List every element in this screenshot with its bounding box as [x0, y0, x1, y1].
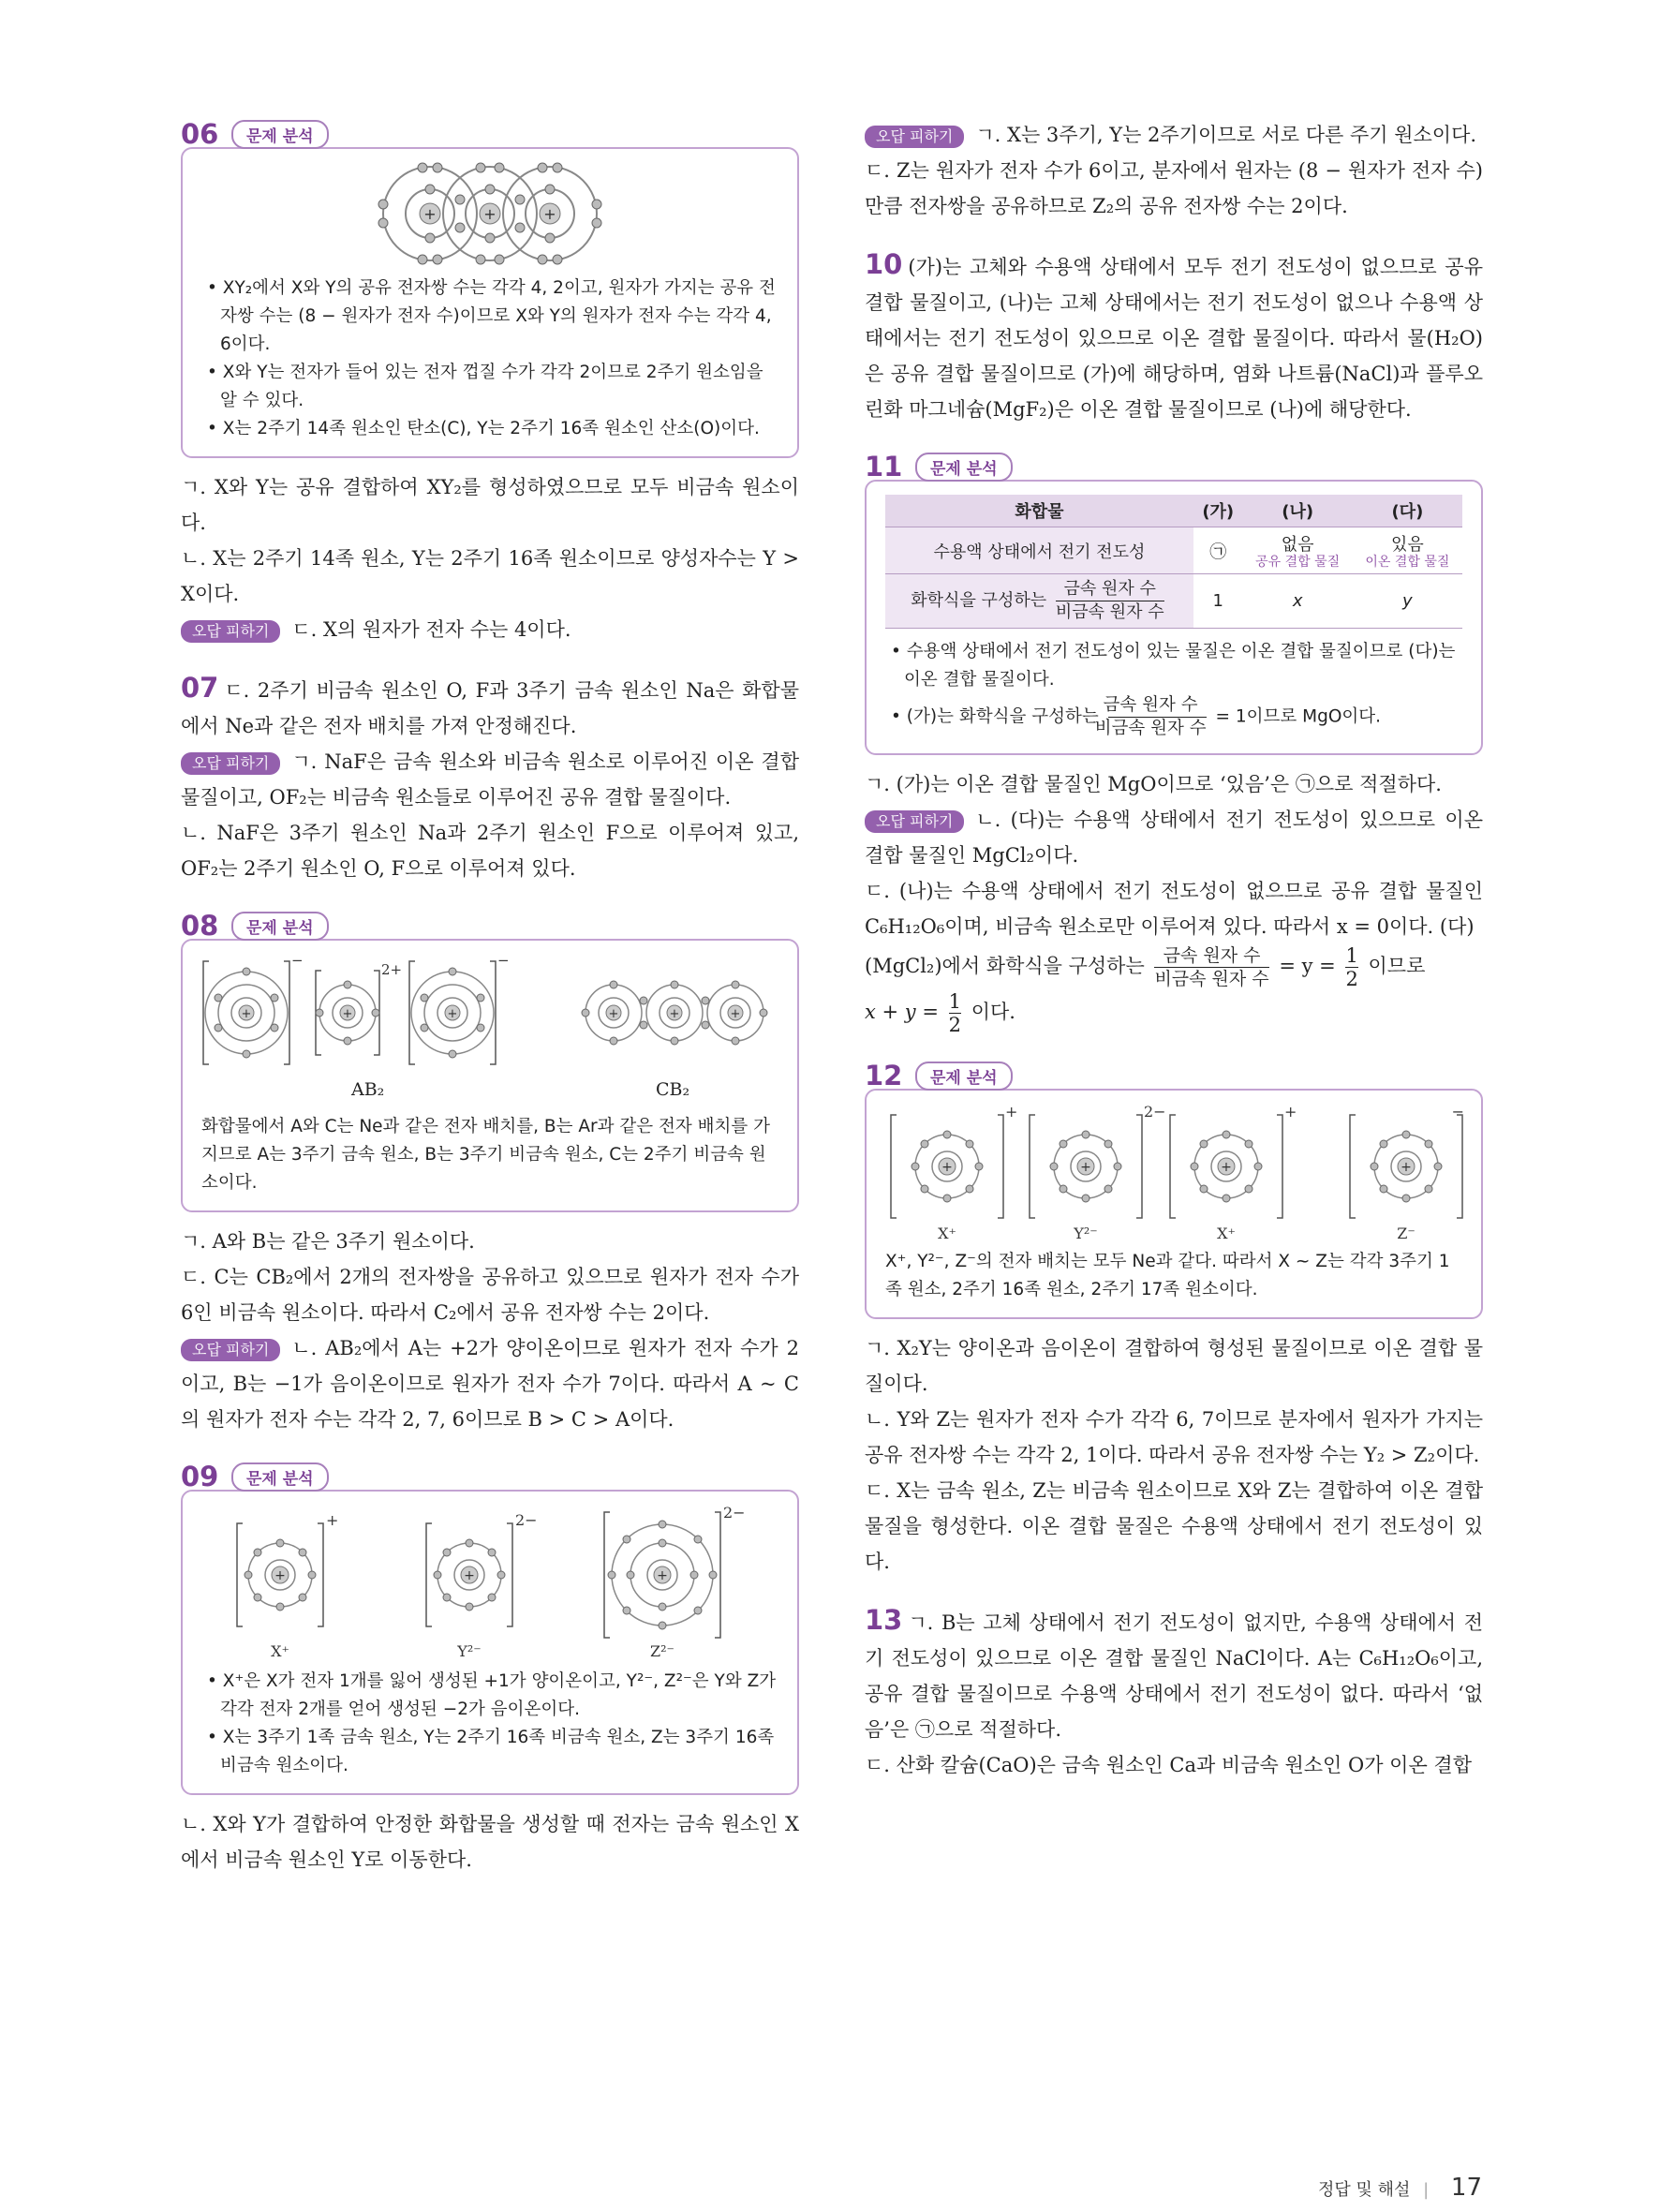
annotation-note: 공유 결합 물질 [1255, 555, 1341, 570]
charge-label: 2− [1144, 1104, 1166, 1121]
ion-label: Z⁻ [1397, 1225, 1415, 1242]
charge-label: 2− [515, 1511, 538, 1529]
question-12 [865, 1059, 1483, 1580]
svg-text:+: + [608, 1007, 619, 1021]
table-cell: y [1353, 574, 1462, 629]
analysis-bullet: • X는 3주기 1족 금속 원소, Y는 2주기 16족 비금속 원소, Z는 3주기 16족 비금속 원소이다. [207, 1728, 775, 1775]
charge-label: + [326, 1511, 339, 1529]
answer-paragraph: ㄱ. (가)는 이온 결합 물질인 MgO이므로 ‘있음’은 ㉠으로 적절하다. [865, 773, 1442, 795]
question-number: 09 [181, 1461, 219, 1492]
charge-label: − [497, 954, 510, 969]
table-header: (다) [1353, 495, 1462, 527]
svg-text:+: + [447, 1007, 458, 1021]
analysis-bullet: • X⁺은 X가 전자 1개를 잃어 생성된 +1가 양이온이고, Y²⁻, Z²⁻은 Y와 Z가 각각 전자 2개를 얻어 생성된 −2가 음이온이다. [207, 1671, 777, 1719]
ion-label: X⁺ [938, 1225, 956, 1242]
analysis-bullet: • 수용액 상태에서 전기 전도성이 있는 물질은 이온 결합 물질이므로 (다)는 이온 결합 물질이다. [891, 642, 1456, 690]
svg-text:+: + [1080, 1160, 1091, 1175]
ion-electron-diagram [885, 1104, 1466, 1244]
avoid-wrong-tag: 오답 피하기 [865, 810, 964, 833]
question-07 [181, 670, 799, 886]
analysis-box [865, 1089, 1483, 1319]
xy2-electron-diagram [340, 162, 640, 265]
answer-paragraph: ㄱ. X₂Y는 양이온과 음이온이 결합하여 형성된 물질이므로 이온 결합 물질이다. [865, 1337, 1483, 1395]
annotation-note: 이온 결합 물질 [1365, 555, 1450, 570]
ion-electron-diagram [201, 1505, 782, 1664]
ion-label: X⁺ [271, 1642, 289, 1660]
analysis-box [181, 1490, 799, 1795]
svg-text:+: + [274, 1568, 286, 1583]
analysis-box [181, 147, 799, 458]
charge-label: + [1284, 1104, 1297, 1121]
question-number: 11 [865, 451, 903, 482]
avoid-wrong-tag: 오답 피하기 [181, 752, 280, 775]
table-cell: 없음 공유 결합 물질 [1243, 527, 1353, 574]
answer-text: ㄴ. AB₂에서 A는 +2가 양이온이므로 원자가 전자 수가 2이고, B는 −1가 음이온이므로 원자가 전자 수가 7이다. 따라서 A ~ C의 원자가 전자 수는 각각 2, 7, 6이므로 B > C > A이다. [181, 1337, 799, 1431]
table-cell: 있음 이온 결합 물질 [1353, 527, 1462, 574]
answer-paragraph: ㄴ. NaF은 3주기 원소인 Na과 2주기 원소인 F으로 이루어져 있고, OF₂는 2주기 원소인 O, F으로 이루어져 있다. [181, 822, 799, 880]
charge-label: − [1451, 1104, 1464, 1121]
question-11 [865, 450, 1483, 1036]
answer-paragraph: ㄴ. X와 Y가 결합하여 안정한 화합물을 생성할 때 전자는 금속 원소인 X에서 비금속 원소인 Y로 이동한다. [181, 1813, 799, 1871]
charge-label: − [291, 954, 304, 969]
answer-text: ㄱ. X는 3주기, Y는 2주기이므로 서로 다른 주기 원소이다. [975, 124, 1477, 146]
ab2-cb2-electron-diagram [201, 954, 782, 1076]
answer-paragraph: ㄴ. Y와 Z는 원자가 전자 수가 각각 6, 7이므로 분자에서 원자가 가지는 공유 전자쌍 수는 각각 2, 1이다. 따라서 공유 전자쌍 수는 Y₂ > Z₂이다. [865, 1408, 1483, 1466]
answer-text: (가)는 고체와 수용액 상태에서 모두 전기 전도성이 없으므로 공유 결합 물질이고, (나)는 고체 상태에서는 전기 전도성이 없으나 수용액 상태에서는 전기 전도성이 있으므로 이온 결합 물질이다. 따라서 물(H₂O)은 공유 결합 물질이므로 (가)에 해당하며, 염화 나트륨(NaCl)과 플루오린화 마그네슘(MgF₂)은 이온 결합 물질이므로 (나)에 해당한다. [865, 256, 1483, 421]
answer-text: ㄷ. X의 원자가 전자 수는 4이다. [291, 618, 571, 641]
table-cell: 1 [1193, 574, 1243, 629]
analysis-text: X⁺, Y²⁻, Z⁻의 전자 배치는 모두 Ne과 같다. 따라서 X ~ Z는 각각 3주기 1족 원소, 2주기 16족 원소, 2주기 17족 원소이다. [885, 1252, 1450, 1299]
question-number: 13 [865, 1604, 903, 1636]
analysis-badge: 문제 분석 [915, 1061, 1013, 1091]
analysis-bullet: • X는 2주기 14족 원소인 탄소(C), Y는 2주기 16족 원소인 산소(O)이다. [207, 419, 760, 438]
answer-paragraph: ㄷ. 산화 칼슘(CaO)은 금속 원소인 Ca과 비금속 원소인 O가 이온 결합 [865, 1754, 1472, 1776]
analysis-badge: 문제 분석 [231, 1462, 329, 1492]
answer-paragraph: ㄷ. (나)는 수용액 상태에서 전기 전도성이 없으므로 공유 결합 물질인 C₆H₁₂O₆이며, 비금속 원소로만 이루어져 있다. 따라서 x = 0이다. (다) [865, 880, 1483, 938]
answer-text: ㄷ. 2주기 비금속 원소인 O, F과 3주기 금속 원소인 Na은 화합물에서 Ne과 같은 전자 배치를 가져 안정해진다. [181, 679, 799, 737]
answer-text: ㄴ. (다)는 수용액 상태에서 전기 전도성이 있으므로 이온 결합 물질인 MgCl₂이다. [865, 809, 1483, 867]
ion-label: X⁺ [1217, 1225, 1236, 1242]
answer-paragraph: (MgCl₂)에서 화학식을 구성하는 $\frac{\text{금속 원자 수}}{\text{비금속 원자 수}}$ = y = $\frac{1}{2}$ 이므로 [865, 944, 1426, 990]
analysis-badge: 문제 분석 [231, 120, 329, 149]
answer-text: ㄱ. NaF은 금속 원소와 비금속 원소로 이루어진 이온 결합 물질이고, OF₂는 비금속 원소들로 이루어진 공유 결합 물질이다. [181, 750, 799, 809]
table-header: (가) [1193, 495, 1243, 527]
compound-label-ab2: AB₂ [351, 1079, 385, 1100]
ion-label: Z²⁻ [650, 1642, 674, 1660]
svg-text:+: + [423, 205, 437, 223]
svg-text:+: + [241, 1007, 252, 1021]
question-06 [181, 117, 799, 647]
q09-continued [865, 117, 1483, 224]
answer-paragraph: ㄴ. X는 2주기 14족 원소, Y는 2주기 16족 원소이므로 양성자수는 Y > X이다. [181, 547, 799, 605]
charge-label: 2− [723, 1505, 746, 1522]
question-number: 06 [181, 118, 219, 150]
question-09 [181, 1460, 799, 1878]
question-10 [865, 246, 1483, 427]
compound-table [885, 495, 1462, 629]
ion-label: Y²⁻ [457, 1642, 482, 1660]
svg-text:+: + [669, 1007, 680, 1021]
left-column [181, 117, 799, 1878]
page-number: 17 [1450, 2174, 1482, 2202]
avoid-wrong-tag: 오답 피하기 [181, 1339, 280, 1361]
question-number: 12 [865, 1060, 903, 1091]
svg-text:+: + [1221, 1160, 1232, 1175]
svg-text:+: + [543, 205, 556, 223]
svg-text:+: + [483, 205, 497, 223]
analysis-badge: 문제 분석 [231, 912, 329, 941]
table-cell: x [1243, 574, 1353, 629]
table-cell: 수용액 상태에서 전기 전도성 [885, 527, 1193, 574]
ion-label: Y²⁻ [1074, 1225, 1098, 1242]
charge-label: + [1005, 1104, 1018, 1121]
footer-label: 정답 및 해설 [1317, 2180, 1411, 2200]
svg-text:+: + [1401, 1160, 1412, 1175]
analysis-box [865, 480, 1483, 755]
analysis-bullet: • X와 Y는 전자가 들어 있는 전자 껍질 수가 각각 2이므로 2주기 원소임을 알 수 있다. [207, 363, 763, 410]
svg-text:+: + [730, 1007, 741, 1021]
table-header: 화합물 [885, 495, 1193, 527]
answer-paragraph: ㄱ. A와 B는 같은 3주기 원소이다. [181, 1230, 475, 1253]
table-header: (나) [1243, 495, 1353, 527]
answer-paragraph: x + y = $\frac{1}{2}$ 이다. [865, 990, 1015, 1036]
answer-paragraph: ㄷ. X는 금속 원소, Z는 비금속 원소이므로 X와 Z는 결합하여 이온 결합 물질을 형성한다. 이온 결합 물질은 수용액 상태에서 전기 전도성이 있다. [865, 1479, 1483, 1573]
avoid-wrong-tag: 오답 피하기 [865, 126, 964, 148]
answer-text: ㄱ. B는 고체 상태에서 전기 전도성이 없지만, 수용액 상태에서 전기 전도성이 있으므로 이온 결합 물질인 NaCl이다. A는 C₆H₁₂O₆이고, 공유 결합 물질이므로 수용액 상태에서 전기 전도성이 없다. 따라서 ‘없음’은 ㉠으로 적절하다. [865, 1611, 1483, 1741]
question-number: 07 [181, 672, 219, 704]
analysis-text: 화합물에서 A와 C는 Ne과 같은 전자 배치를, B는 Ar과 같은 전자 배치를 가지므로 A는 3주기 금속 원소, B는 3주기 비금속 원소, C는 2주기 비금속 원소이다. [201, 1117, 770, 1193]
answer-paragraph: ㄷ. Z는 원자가 전자 수가 6이고, 분자에서 원자는 (8 − 원자가 전자 수) 만큼 전자쌍을 공유하므로 Z₂의 공유 전자쌍 수는 2이다. [865, 159, 1483, 217]
svg-text:+: + [464, 1568, 475, 1583]
answer-paragraph: ㄱ. X와 Y는 공유 결합하여 XY₂를 형성하였으므로 모두 비금속 원소이다. [181, 476, 799, 534]
charge-label: 2+ [381, 961, 403, 978]
question-08 [181, 909, 799, 1437]
analysis-bullet: • (가)는 화학식을 구성하는 $\frac{\text{금속 원자 수}}{\text{비금속 원자 수}}$ = 1이므로 MgO이다. [891, 695, 1382, 738]
analysis-badge: 문제 분석 [915, 453, 1013, 482]
page-footer [1318, 2174, 1482, 2202]
table-cell: 화학식을 구성하는 $\frac{\text{금속 원자 수}}{\text{비금속 원자 수}}$ [885, 574, 1193, 629]
svg-text:+: + [657, 1568, 668, 1583]
svg-text:+: + [342, 1007, 353, 1021]
question-13 [865, 1602, 1483, 1783]
table-cell: ㉠ [1193, 527, 1243, 574]
compound-label-cb2: CB₂ [656, 1079, 690, 1100]
right-column [865, 117, 1483, 1783]
question-number: 08 [181, 910, 219, 942]
analysis-box [181, 939, 799, 1212]
svg-text:+: + [941, 1160, 953, 1175]
answer-paragraph: ㄷ. C는 CB₂에서 2개의 전자쌍을 공유하고 있으므로 원자가 전자 수가 6인 비금속 원소이다. 따라서 C₂에서 공유 전자쌍 수는 2이다. [181, 1266, 799, 1324]
question-number: 10 [865, 248, 903, 280]
avoid-wrong-tag: 오답 피하기 [181, 620, 280, 643]
analysis-bullet: • XY₂에서 X와 Y의 공유 전자쌍 수는 각각 4, 2이고, 원자가 가지는 공유 전자쌍 수는 (8 − 원자가 전자 수)이므로 X와 Y의 원자가 전자 수는 각각 4, 6이다. [207, 278, 776, 354]
footer-separator: | [1423, 2180, 1430, 2200]
